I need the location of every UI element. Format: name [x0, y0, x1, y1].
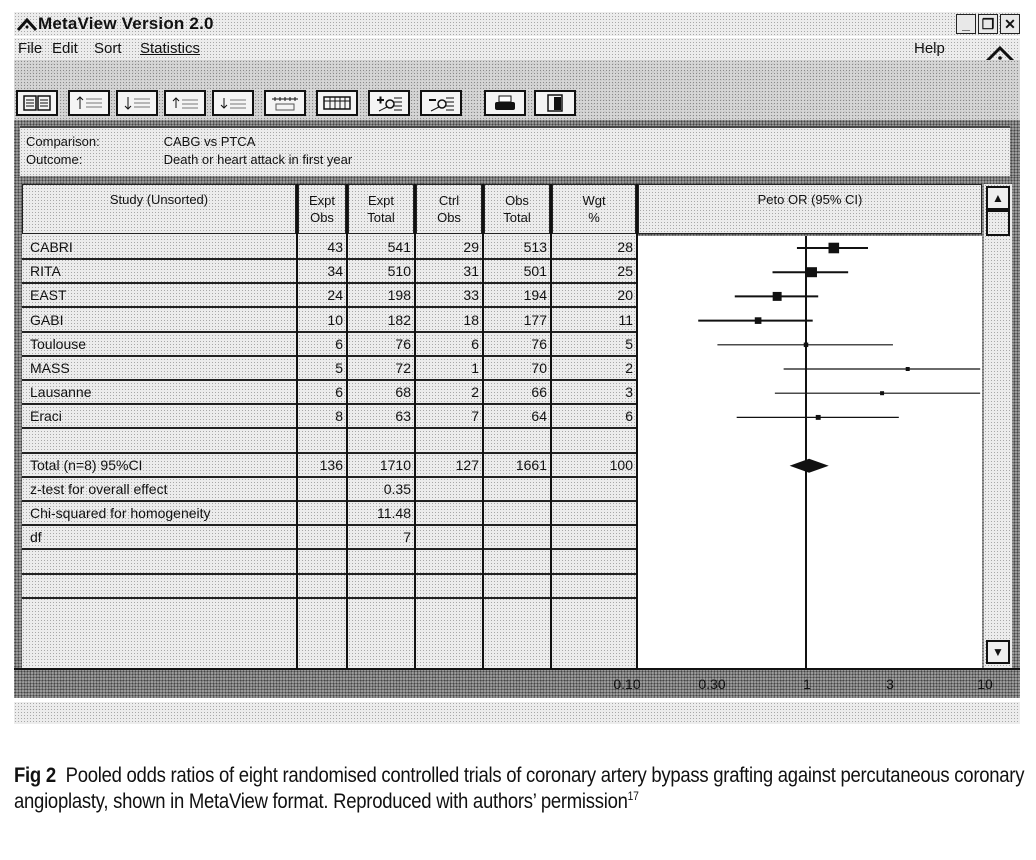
header-label: Expt	[367, 193, 394, 208]
cell-expt-total[interactable]: 68	[348, 381, 414, 405]
cell-wgt[interactable]: 5	[552, 333, 636, 357]
column-divider	[636, 184, 638, 668]
cell-expt-obs[interactable]	[298, 502, 346, 526]
toolbar-button-scale[interactable]	[264, 90, 306, 116]
cell-ctrl-obs[interactable]	[416, 502, 482, 526]
menu-statistics[interactable]: Statistics	[140, 40, 201, 57]
menu-bar	[14, 38, 1020, 60]
cell-expt-obs[interactable]: 43	[298, 236, 346, 260]
minimize-icon: _	[962, 16, 970, 32]
cell-expt-obs[interactable]: 6	[298, 333, 346, 357]
cell-wgt[interactable]: 20	[552, 284, 636, 308]
split-view-icon	[22, 94, 52, 112]
study-estimate	[717, 343, 893, 347]
cell-study[interactable]	[22, 430, 296, 454]
axis-tick-label: 3	[886, 676, 894, 692]
cell-study[interactable]: CABRI	[22, 236, 296, 260]
cell-wgt[interactable]: 28	[552, 236, 636, 260]
axis-tick-label: 10	[977, 676, 993, 692]
toolbar-button-zoom-out[interactable]	[420, 90, 462, 116]
toolbar-button-zoom-in[interactable]	[368, 90, 410, 116]
cell-expt-obs[interactable]: 34	[298, 260, 346, 284]
cell-study[interactable]: Total (n=8) 95%CI	[22, 454, 296, 478]
cell-study[interactable]: Lausanne	[22, 381, 296, 405]
toolbar-button-split-view[interactable]	[16, 90, 58, 116]
cell-study[interactable]: MASS	[22, 357, 296, 381]
comparison-label: Comparison:	[26, 134, 100, 149]
cell-obs-total[interactable]: 70	[484, 357, 550, 381]
axis-tick-label: 0.30	[698, 676, 726, 692]
menu-help[interactable]: Help	[914, 40, 945, 57]
cell-obs-total[interactable]: 501	[484, 260, 550, 284]
restore-button[interactable]	[978, 14, 998, 34]
exit-door-icon	[540, 94, 570, 112]
toolbar-button-sort-descending[interactable]	[116, 90, 158, 116]
cell-ctrl-obs[interactable]: 7	[416, 405, 482, 429]
pooled-estimate	[790, 459, 829, 473]
comparison-value: CABG vs PTCA	[163, 134, 256, 149]
comparison-row	[26, 134, 255, 149]
cell-expt-obs[interactable]	[298, 526, 346, 550]
forest-plot	[638, 236, 982, 668]
cell-ctrl-obs[interactable]	[416, 430, 482, 454]
cell-ctrl-obs[interactable]: 29	[416, 236, 482, 260]
cell-wgt[interactable]: 100	[552, 454, 636, 478]
caption-reference: 17	[627, 788, 639, 803]
restore-icon: ❐	[981, 16, 995, 32]
cell-expt-obs[interactable]	[298, 430, 346, 454]
cell-expt-obs[interactable]	[298, 478, 346, 502]
column-divider	[482, 184, 484, 668]
cell-wgt[interactable]	[552, 430, 636, 454]
toolbar-button-print[interactable]	[484, 90, 526, 116]
axis-tick-label: 0.10	[613, 676, 641, 692]
study-estimate	[784, 367, 981, 371]
cell-expt-obs[interactable]: 5	[298, 357, 346, 381]
metaview-window	[14, 12, 1020, 730]
header-peto-or	[638, 184, 982, 234]
cell-study[interactable]: z-test for overall effect	[22, 478, 296, 502]
toolbar-button-exit[interactable]	[534, 90, 576, 116]
cell-expt-total[interactable]: 76	[348, 333, 414, 357]
cell-wgt[interactable]: 11	[552, 309, 636, 333]
cell-obs-total[interactable]	[484, 502, 550, 526]
toolbar-button-sort-ascending[interactable]	[68, 90, 110, 116]
figure-label: Fig 2	[14, 763, 56, 787]
header-label: Obs	[437, 210, 461, 225]
cell-wgt[interactable]	[552, 502, 636, 526]
cell-expt-obs[interactable]: 24	[298, 284, 346, 308]
header-label: Obs	[505, 193, 529, 208]
cell-expt-total[interactable]	[348, 575, 414, 599]
app-logo-icon	[16, 16, 38, 32]
cell-expt-total[interactable]: 7	[348, 526, 414, 550]
column-divider	[346, 184, 348, 668]
axis-tick-label: 1	[803, 676, 811, 692]
cell-expt-obs[interactable]: 136	[298, 454, 346, 478]
menu-edit[interactable]: Edit	[52, 40, 78, 57]
cell-obs-total[interactable]	[484, 575, 550, 599]
column-divider	[414, 184, 416, 668]
axis-bar	[14, 668, 1020, 698]
cell-obs-total[interactable]: 1661	[484, 454, 550, 478]
cell-wgt[interactable]: 25	[552, 260, 636, 284]
column-divider	[296, 184, 298, 668]
cell-expt-total[interactable]: 72	[348, 357, 414, 381]
outcome-row	[26, 152, 352, 167]
arrow-up-icon: ▲	[992, 191, 1004, 205]
cell-expt-total[interactable]: 11.48	[348, 502, 414, 526]
header-obs-total[interactable]	[484, 184, 550, 234]
cell-wgt[interactable]	[552, 575, 636, 599]
cell-study[interactable]	[22, 551, 296, 575]
sort-ascending-icon	[74, 94, 104, 112]
cell-wgt[interactable]	[552, 551, 636, 575]
scroll-up-button[interactable]	[986, 186, 1010, 210]
cell-ctrl-obs[interactable]: 6	[416, 333, 482, 357]
zoom-in-icon	[374, 94, 404, 112]
cell-study[interactable]: GABI	[22, 309, 296, 333]
header-plot-label: Peto OR (95% CI)	[757, 192, 863, 207]
cell-obs-total[interactable]	[484, 478, 550, 502]
cell-obs-total[interactable]: 66	[484, 381, 550, 405]
info-panel	[14, 120, 1020, 182]
cell-obs-total[interactable]: 177	[484, 309, 550, 333]
title-bar	[14, 12, 1020, 36]
menu-file[interactable]: File	[18, 40, 43, 57]
meta-analysis-table	[22, 184, 1012, 668]
cell-obs-total[interactable]: 64	[484, 405, 550, 429]
cell-ctrl-obs[interactable]: 2	[416, 381, 482, 405]
minimize-button[interactable]	[956, 14, 976, 34]
study-estimate	[737, 415, 899, 420]
header-label: %	[588, 210, 600, 225]
cell-study[interactable]: Eraci	[22, 405, 296, 429]
window-controls	[956, 14, 1020, 34]
header-label: Ctrl	[438, 193, 460, 208]
cell-study[interactable]: Chi-squared for homogeneity	[22, 502, 296, 526]
vertical-scrollbar[interactable]	[984, 184, 1012, 668]
cell-wgt[interactable]	[552, 526, 636, 550]
study-estimate	[773, 267, 849, 277]
cell-study[interactable]: EAST	[22, 284, 296, 308]
header-expt-total[interactable]	[348, 184, 414, 234]
info-box	[20, 126, 1010, 176]
print-icon	[490, 94, 520, 112]
header-study[interactable]	[22, 184, 296, 234]
column-divider	[550, 184, 552, 668]
study-estimate	[797, 243, 868, 254]
cell-obs-total[interactable]: 194	[484, 284, 550, 308]
header-ctrl-obs[interactable]	[416, 184, 482, 234]
table-grid-icon	[322, 94, 352, 112]
cell-obs-total[interactable]	[484, 551, 550, 575]
cell-expt-obs[interactable]	[298, 551, 346, 575]
cell-ctrl-obs[interactable]: 33	[416, 284, 482, 308]
cell-ctrl-obs[interactable]	[416, 478, 482, 502]
cell-ctrl-obs[interactable]: 127	[416, 454, 482, 478]
header-label: Expt	[308, 193, 335, 208]
sort-up-icon	[170, 94, 200, 112]
cell-ctrl-obs[interactable]	[416, 551, 482, 575]
cell-expt-obs[interactable]: 6	[298, 381, 346, 405]
cell-ctrl-obs[interactable]: 1	[416, 357, 482, 381]
scroll-thumb[interactable]	[986, 210, 1010, 236]
toolbar-button-sort-up[interactable]	[164, 90, 206, 116]
cell-expt-total[interactable]: 63	[348, 405, 414, 429]
cell-expt-total[interactable]: 510	[348, 260, 414, 284]
header-label: Wgt	[582, 193, 606, 208]
cell-expt-obs[interactable]: 10	[298, 309, 346, 333]
cell-obs-total[interactable]: 513	[484, 236, 550, 260]
study-estimate	[698, 317, 812, 324]
header-study-label: Study (Unsorted)	[109, 192, 209, 207]
window-title: MetaView Version 2.0	[38, 14, 214, 33]
cell-wgt[interactable]	[552, 478, 636, 502]
cell-study[interactable]: Toulouse	[22, 333, 296, 357]
scroll-down-button[interactable]	[986, 640, 1010, 664]
cell-expt-total[interactable]	[348, 430, 414, 454]
outcome-label: Outcome:	[26, 152, 83, 167]
cell-expt-obs[interactable]	[298, 575, 346, 599]
toolbar	[14, 60, 1020, 120]
outcome-value: Death or heart attack in first year	[163, 152, 353, 167]
cell-expt-total[interactable]: 0.35	[348, 478, 414, 502]
cell-ctrl-obs[interactable]	[416, 575, 482, 599]
menu-sort[interactable]: Sort	[94, 40, 122, 57]
zoom-out-icon	[426, 94, 456, 112]
cell-study[interactable]: df	[22, 526, 296, 550]
arrow-down-icon: ▼	[992, 645, 1004, 659]
figure-caption	[14, 762, 1025, 814]
status-strip	[14, 702, 1020, 724]
toolbar-button-sort-down[interactable]	[212, 90, 254, 116]
header-wgt[interactable]	[552, 184, 636, 234]
cell-obs-total[interactable]	[484, 526, 550, 550]
header-label: Total	[367, 210, 395, 225]
toolbar-button-table[interactable]	[316, 90, 358, 116]
scale-ruler-icon	[270, 94, 300, 112]
close-button[interactable]	[1000, 14, 1020, 34]
cell-expt-total[interactable]	[348, 551, 414, 575]
header-label: Obs	[310, 210, 334, 225]
caption-text: Pooled odds ratios of eight randomised controlled trials of coronary artery bypass grafting against percutaneous coronary angioplasty, shown in MetaView format. Reproduced with authors’ permission	[14, 763, 1025, 813]
cell-obs-total[interactable]: 76	[484, 333, 550, 357]
cell-study[interactable]	[22, 575, 296, 599]
sort-down-icon	[218, 94, 248, 112]
header-expt-obs[interactable]	[298, 184, 346, 234]
cell-expt-obs[interactable]: 8	[298, 405, 346, 429]
sort-descending-icon	[122, 94, 152, 112]
cell-obs-total[interactable]	[484, 430, 550, 454]
cell-expt-total[interactable]: 1710	[348, 454, 414, 478]
cell-expt-total[interactable]: 182	[348, 309, 414, 333]
cell-ctrl-obs[interactable]	[416, 526, 482, 550]
cell-ctrl-obs[interactable]: 31	[416, 260, 482, 284]
close-icon: ✕	[1004, 16, 1016, 32]
forest-plot-canvas	[638, 236, 982, 668]
cell-ctrl-obs[interactable]: 18	[416, 309, 482, 333]
cell-wgt[interactable]: 6	[552, 405, 636, 429]
cell-wgt[interactable]: 3	[552, 381, 636, 405]
header-label: Total	[503, 210, 531, 225]
cell-expt-total[interactable]: 541	[348, 236, 414, 260]
cell-expt-total[interactable]: 198	[348, 284, 414, 308]
cell-study[interactable]: RITA	[22, 260, 296, 284]
cell-wgt[interactable]: 2	[552, 357, 636, 381]
